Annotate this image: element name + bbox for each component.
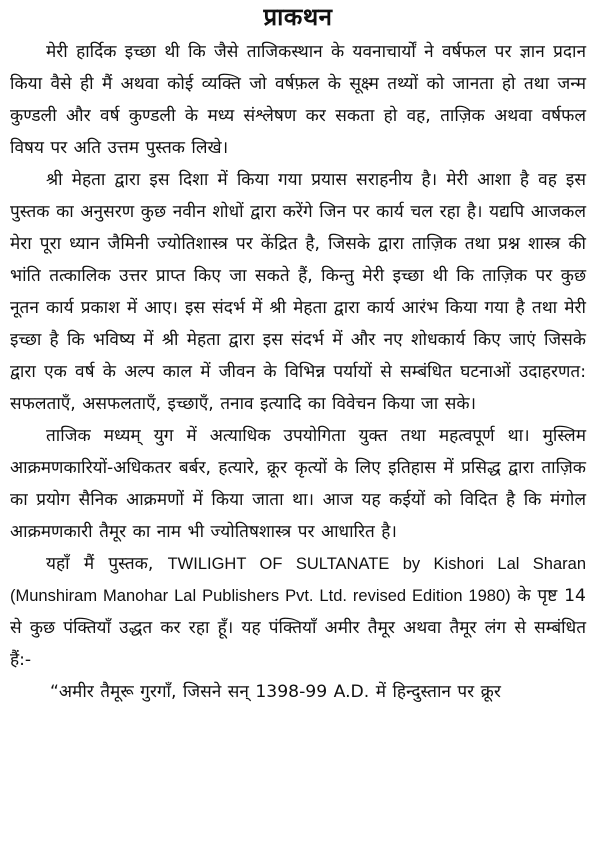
page-title: प्राकथन — [263, 3, 333, 31]
quote-line: “अमीर तैमूरू गुरगाँ, जिसने सन् 1398-99 A.D. में हिन्दुस्तान पर क्रूर — [50, 682, 501, 702]
book-citation: TWILIGHT OF SULTANATE by Kishori Lal Sharan (Munshiram Manohar Lal Publishers Pvt. Ltd. revised Edition 1980) — [10, 555, 587, 605]
paragraph-2: श्री मेहता द्वारा इस दिशा में किया गया प्रयास सराहनीय है। मेरी आशा है वह इस पुस्तक का अनुसरण कुछ नवीन शोधों द्वारा करेंगे जिन पर कार्य चल रहा है। यद्यपि आजकल मेरा पूरा ध्यान जैमिनी ज्योतिशास्त्र पर केंद्रित है, जिसके द्वारा ताज़िक तथा प्रश्न शास्त्र की भांति तत्कालिक उत्तर प्राप्त किए जा सकते हैं, किन्तु मेरी इच्छा थी कि ताज़िक पर कुछ नूतन कार्य प्रकाश में आए। इस संदर्भ में श्री मेहता द्वारा कार्य आरंभ किया गया है तथा मेरी इच्छा है कि भविष्य में श्री मेहता द्वारा इस संदर्भ में और नए शोधकार्य किए जाएं जिसके द्वारा एक वर्ष के अल्प काल में जीवन के विभिन्न पर्यायों से सम्बंधित घटनाओं उदाहरणत: सफलताएँ, असफलताएँ, इच्छाएँ, तनाव इत्यादि का विवेचन किया जा सके। — [10, 170, 586, 414]
paragraph-4-intro: यहाँ मैं पुस्तक, — [46, 554, 168, 574]
paragraph-4 — [10, 548, 586, 676]
paragraph-4-rest: के पृष्ट 14 से कुछ पंक्तियाँ उद्धत कर रहा हूँ। यह पंक्तियाँ अमीर तैमूर अथवा तैमूर लंग से सम्बंधित हैं:- — [10, 586, 586, 670]
paragraph-1: मेरी हार्दिक इच्छा थी कि जैसे ताजिकस्थान के यवनाचार्यों ने वर्षफल पर ज्ञान प्रदान किया वैसे ही मैं अथवा कोई व्यक्ति जो वर्षफ़ल के सूक्ष्म तथ्यों को जानता हो तथा जन्म कुण्डली और वर्ष कुण्डली के मध्य संश्लेषण कर सकता हो वह, ताज़िक अथवा वर्षफल विषय पर अति उत्तम पुस्तक लिखे। — [10, 42, 586, 158]
paragraph-3: ताजिक मध्यम् युग में अत्याधिक उपयोगिता युक्त तथा महत्वपूर्ण था। मुस्लिम आक्रमणकारियों-अधिकतर बर्बर, हत्यारे, क्रूर कृत्यों के लिए इतिहास में प्रसिद्ध द्वारा ताज़िक का प्रयोग सैनिक आक्रमणों में किया जाता था। आज यह कईयों को विदित है कि मंगोल आक्रमणकारी तैमूर का नाम भी ज्योतिषशास्त्र पर आधारित है। — [10, 426, 586, 542]
